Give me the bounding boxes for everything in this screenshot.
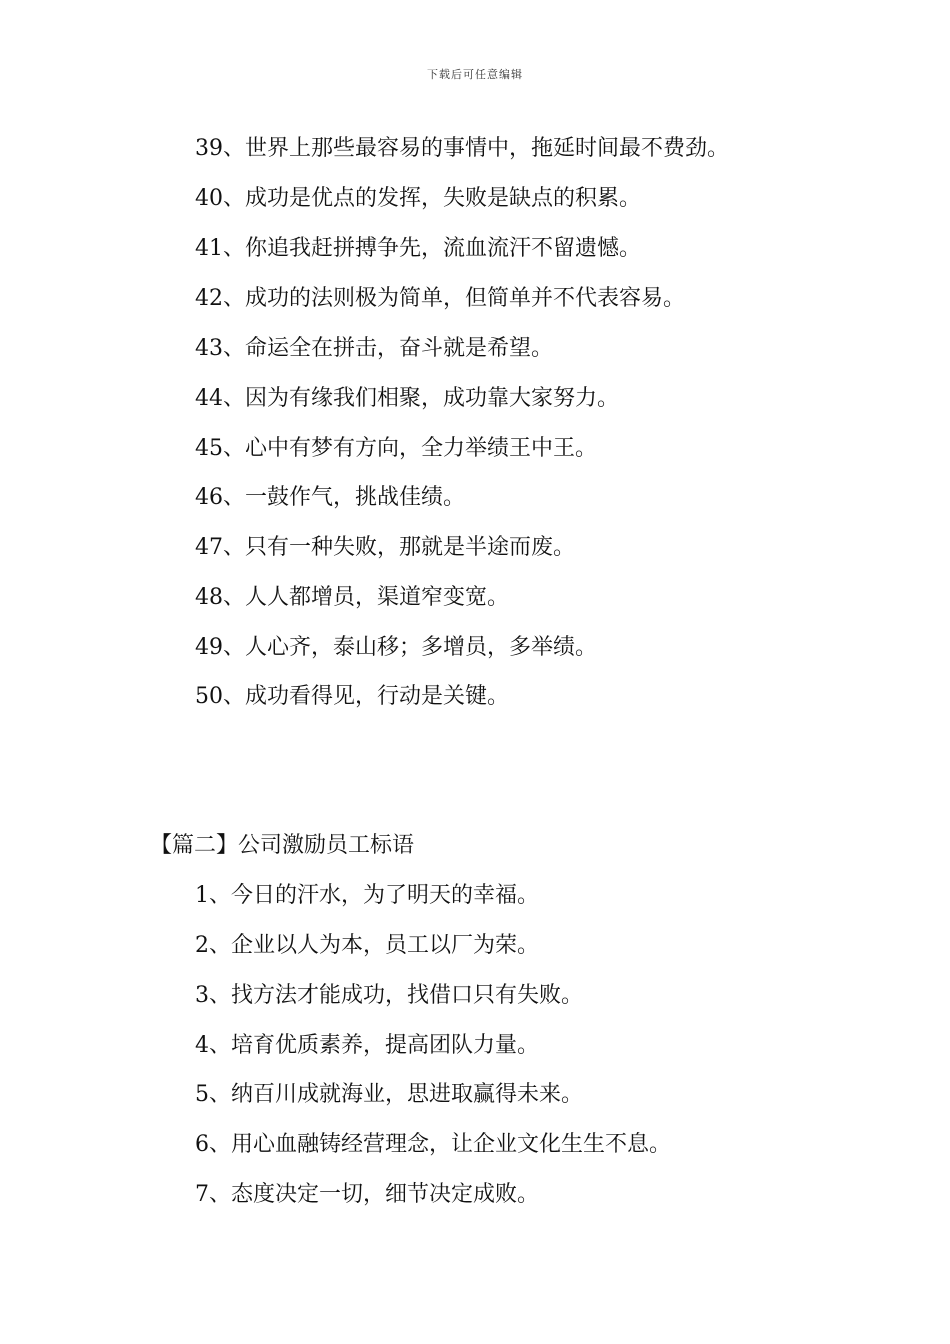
list-item: 46、一鼓作气，挑战佳绩。 — [195, 485, 465, 510]
list-item: 43、命运全在拼击，奋斗就是希望。 — [195, 336, 553, 361]
list-item: 50、成功看得见，行动是关键。 — [195, 684, 509, 709]
list-item: 41、你追我赶拼搏争先，流血流汗不留遗憾。 — [195, 236, 641, 261]
list-item: 4、培育优质素养，提高团队力量。 — [195, 1033, 539, 1058]
list-item: 1、今日的汗水，为了明天的幸福。 — [195, 883, 539, 908]
list-item: 2、企业以人为本，员工以厂为荣。 — [195, 933, 539, 958]
section-title: 【篇二】公司激励员工标语 — [150, 833, 415, 858]
list-item: 47、只有一种失败，那就是半途而废。 — [195, 535, 575, 560]
header-note: 下载后可任意编辑 — [427, 68, 523, 81]
list-item: 45、心中有梦有方向，全力举绩王中王。 — [195, 436, 597, 461]
list-item: 3、找方法才能成功，找借口只有失败。 — [195, 983, 583, 1008]
list-item: 7、态度决定一切，细节决定成败。 — [195, 1182, 539, 1207]
list-item: 39、世界上那些最容易的事情中，拖延时间最不费劲。 — [195, 136, 729, 161]
list-item: 5、纳百川成就海业，思进取赢得未来。 — [195, 1082, 583, 1107]
list-item: 40、成功是优点的发挥，失败是缺点的积累。 — [195, 186, 641, 211]
list-item: 6、用心血融铸经营理念，让企业文化生生不息。 — [195, 1132, 671, 1157]
list-item: 42、成功的法则极为简单，但简单并不代表容易。 — [195, 286, 685, 311]
list-item: 49、人心齐，泰山移；多增员，多举绩。 — [195, 635, 597, 660]
list-item: 44、因为有缘我们相聚，成功靠大家努力。 — [195, 386, 619, 411]
list-item: 48、人人都增员，渠道窄变宽。 — [195, 585, 509, 610]
